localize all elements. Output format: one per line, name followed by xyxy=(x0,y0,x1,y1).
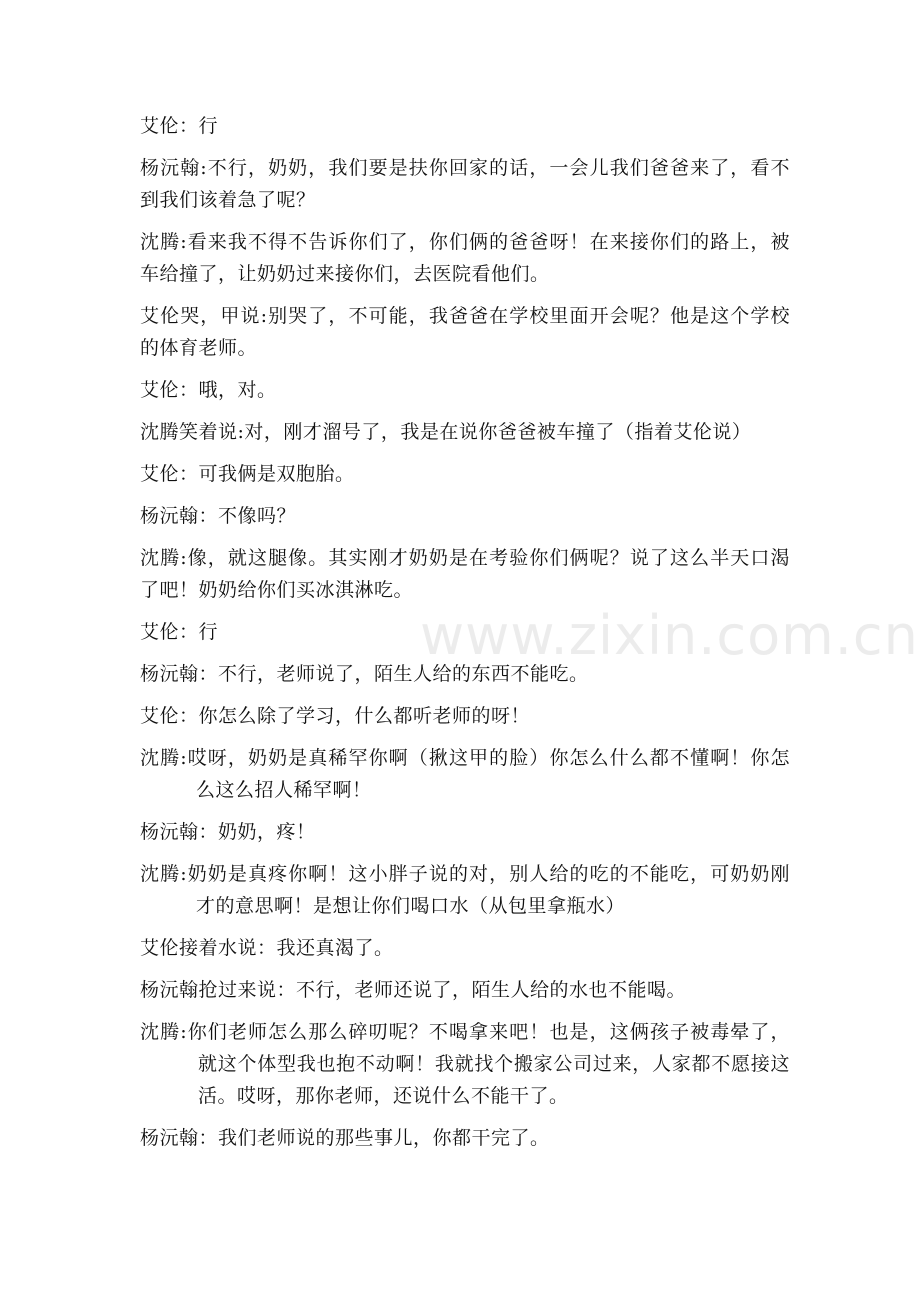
dialogue-line xyxy=(140,300,790,364)
dialogue-text: 不行，奶奶，我们要是扶你回家的话，一会儿我们爸爸来了，看不到我们该着急了呢？ xyxy=(140,157,790,211)
dialogue-line xyxy=(140,658,790,690)
speaker-label: 杨沅翰： xyxy=(140,663,219,685)
speaker-label: 沈腾笑着说: xyxy=(140,421,245,443)
dialogue-text: 像，就这腿像。其实刚才奶奶是在考验你们俩呢？说了这么半天口渴了吧！奶奶给你们买冰淇淋吃。 xyxy=(140,547,790,601)
dialogue-text: 不行，老师说了，陌生人给的东西不能吃。 xyxy=(218,663,589,685)
dialogue-line xyxy=(140,374,790,406)
speaker-label: 艾伦： xyxy=(140,115,199,137)
watermark: www.zixin.com.cn xyxy=(420,604,919,667)
dialogue-line xyxy=(140,700,790,732)
dialogue-text: 可我俩是双胞胎。 xyxy=(198,463,355,485)
dialogue-line xyxy=(140,542,790,606)
dialogue-line xyxy=(140,500,790,532)
dialogue-line xyxy=(140,974,790,1006)
dialogue-text: 别哭了，不可能，我爸爸在学校里面开会呢？他是这个学校的体育老师。 xyxy=(140,305,790,359)
dialogue-line xyxy=(140,858,790,922)
speaker-label: 沈腾: xyxy=(140,231,188,253)
speaker-label: 杨沅翰： xyxy=(140,821,219,843)
speaker-label: 艾伦： xyxy=(140,705,199,727)
dialogue-text: 看来我不得不告诉你们了，你们俩的爸爸呀！在来接你们的路上，被车给撞了，让奶奶过来接你们，去医院看他们。 xyxy=(140,231,790,285)
dialogue-line xyxy=(140,1122,790,1154)
dialogue-text: 奶奶是真疼你啊！这小胖子说的对，别人给的吃的不能吃，可奶奶刚才的意思啊！是想让你们喝口水（从包里拿瓶水） xyxy=(187,863,790,917)
speaker-label: 艾伦接着水说： xyxy=(140,937,277,959)
dialogue-line xyxy=(140,110,790,142)
speaker-label: 沈腾: xyxy=(140,547,188,569)
dialogue-line xyxy=(140,742,790,806)
dialogue-script xyxy=(140,110,790,1164)
speaker-label: 杨沅翰抢过来说： xyxy=(140,979,297,1001)
dialogue-line xyxy=(140,226,790,290)
speaker-label: 艾伦： xyxy=(140,463,199,485)
dialogue-text: 对，刚才溜号了，我是在说你爸爸被车撞了（指着艾伦说） xyxy=(244,421,752,443)
dialogue-line xyxy=(140,152,790,216)
dialogue-line xyxy=(140,816,790,848)
speaker-label: 艾伦： xyxy=(140,621,199,643)
dialogue-text: 行 xyxy=(198,621,219,643)
speaker-label: 杨沅翰： xyxy=(140,505,219,527)
dialogue-text: 我们老师说的那些事儿，你都干完了。 xyxy=(218,1127,550,1149)
dialogue-line xyxy=(140,416,790,448)
dialogue-text: 你们老师怎么那么碎叨呢？不喝拿来吧！也是，这俩孩子被毒晕了，就这个体型我也抱不动啊！我就找个搬家公司过来，人家都不愿接这活。哎呀，那你老师，还说什么不能干了。 xyxy=(187,1021,790,1107)
speaker-label: 杨沅翰： xyxy=(140,1127,219,1149)
dialogue-text: 哦，对。 xyxy=(198,379,277,401)
dialogue-text: 你怎么除了学习，什么都听老师的呀！ xyxy=(198,705,531,727)
speaker-label: 沈腾: xyxy=(140,1021,188,1043)
dialogue-line xyxy=(140,1016,790,1112)
dialogue-text: 奶奶，疼！ xyxy=(218,821,316,843)
speaker-label: 沈腾: xyxy=(140,747,188,769)
dialogue-line xyxy=(140,458,790,490)
dialogue-text: 行 xyxy=(198,115,219,137)
dialogue-line xyxy=(140,932,790,964)
dialogue-text: 哎呀，奶奶是真稀罕你啊（揪这甲的脸）你怎么什么都不懂啊！你怎么这么招人稀罕啊！ xyxy=(187,747,790,801)
dialogue-line xyxy=(140,616,790,648)
dialogue-text: 我还真渴了。 xyxy=(276,937,394,959)
speaker-label: 艾伦： xyxy=(140,379,199,401)
speaker-label: 杨沅翰: xyxy=(140,157,208,179)
speaker-label: 艾伦哭，甲说: xyxy=(140,305,268,327)
speaker-label: 沈腾: xyxy=(140,863,188,885)
dialogue-text: 不行，老师还说了，陌生人给的水也不能喝。 xyxy=(296,979,687,1001)
dialogue-text: 不像吗？ xyxy=(218,505,297,527)
